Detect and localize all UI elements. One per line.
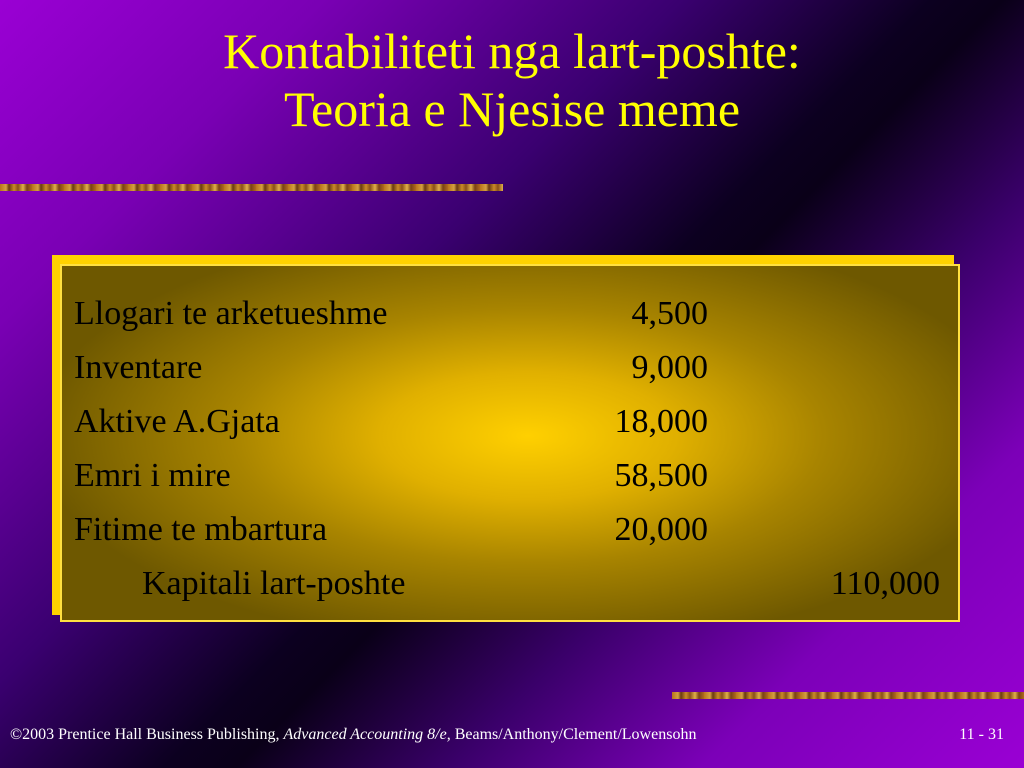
- row-value: 9,000: [631, 349, 708, 386]
- footer-credit: [10, 726, 696, 744]
- page-number: 11 - 31: [959, 726, 1004, 743]
- row-label: Llogari te arketueshme: [74, 295, 388, 332]
- title-line-2: Teoria e Njesise meme: [283, 81, 741, 137]
- title-line-1: Kontabiliteti nga lart-poshte:: [223, 23, 801, 79]
- row-value: 58,500: [614, 457, 708, 494]
- total-value: 110,000: [830, 565, 940, 602]
- row-value: 18,000: [614, 403, 708, 440]
- row-label: Aktive A.Gjata: [74, 403, 280, 440]
- footer-authors: Beams/Anthony/Clement/Lowensohn: [450, 726, 697, 743]
- row-label: Inventare: [74, 349, 203, 386]
- decorative-rule-top: [0, 184, 503, 191]
- table-row: [74, 508, 944, 552]
- row-value: 20,000: [614, 511, 708, 548]
- table-row: [74, 346, 944, 390]
- table-row: [74, 454, 944, 498]
- decorative-rule-bottom: [672, 692, 1024, 699]
- footer-book-title: Advanced Accounting 8/e,: [283, 726, 451, 743]
- slide-title: [0, 22, 1024, 138]
- table-row: [74, 292, 944, 336]
- table-row-total: [74, 562, 944, 606]
- row-label: Emri i mire: [74, 457, 231, 494]
- journal-entry-box: [60, 264, 960, 622]
- total-label: Kapitali lart-poshte: [142, 565, 406, 602]
- footer-copyright: ©2003 Prentice Hall Business Publishing,: [10, 726, 284, 743]
- row-value: 4,500: [631, 295, 708, 332]
- row-label: Fitime te mbartura: [74, 511, 328, 548]
- table-row: [74, 400, 944, 444]
